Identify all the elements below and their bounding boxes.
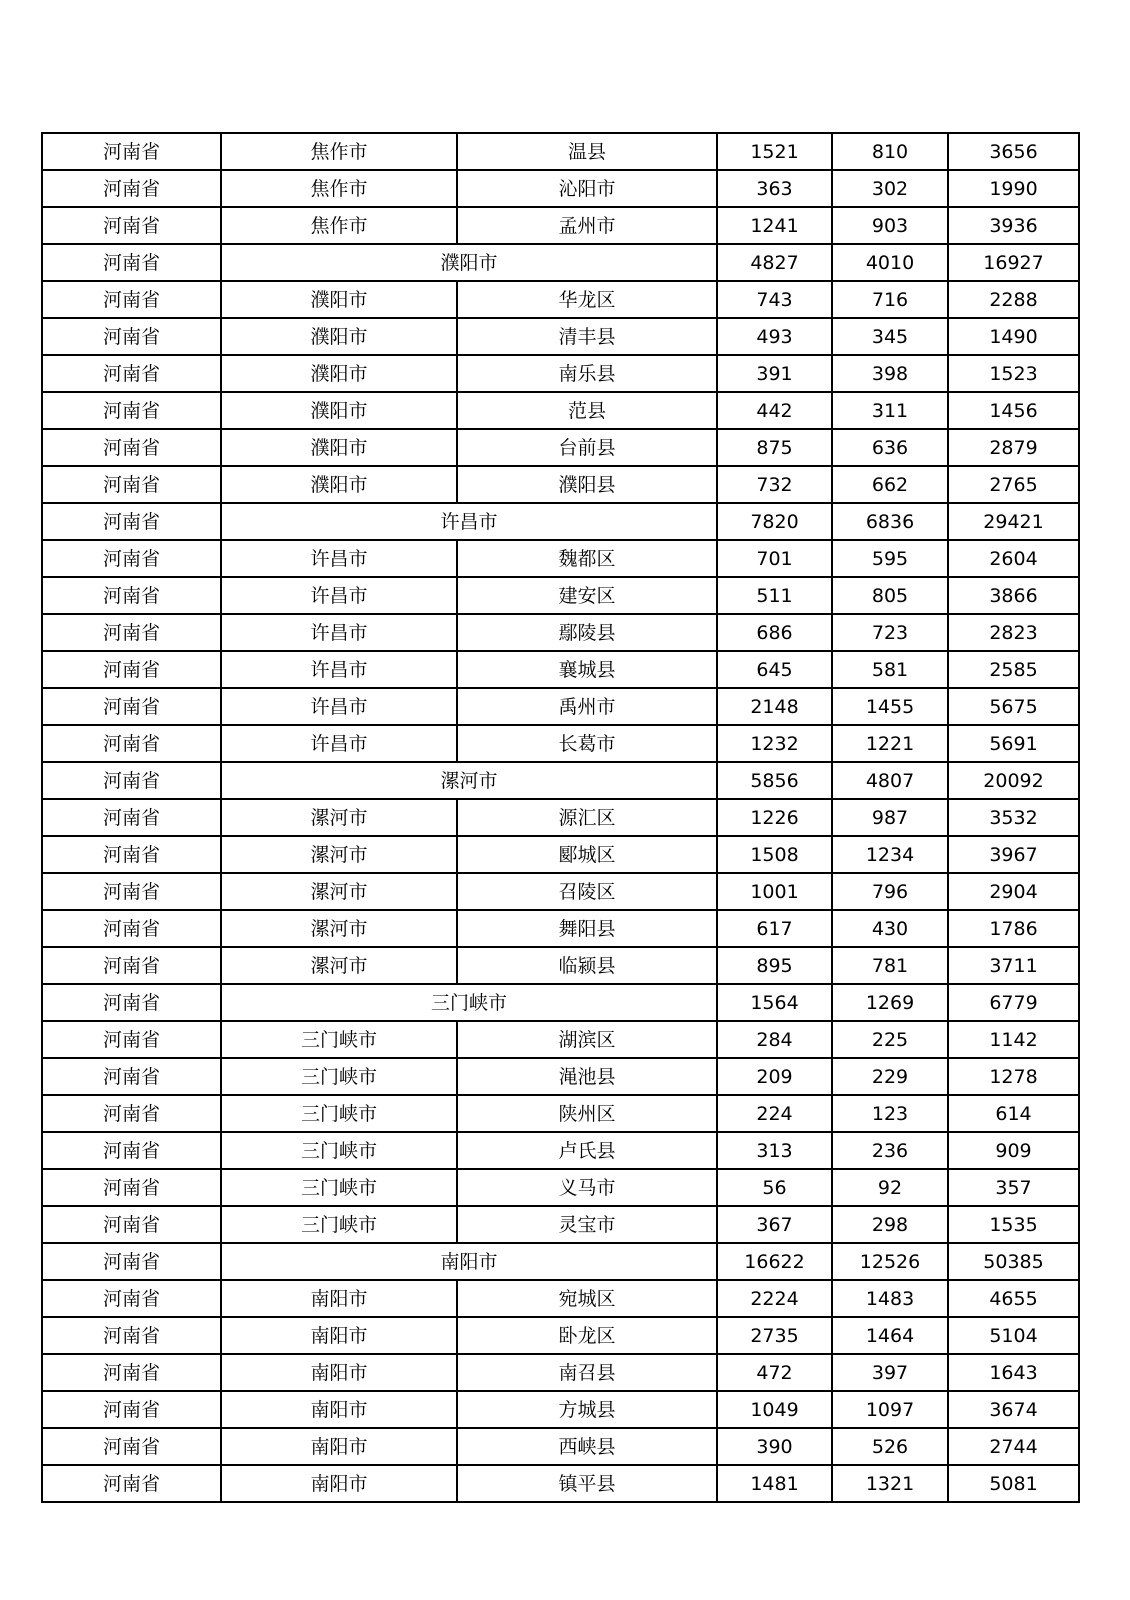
value-cell-3: 29421 (948, 503, 1079, 540)
value-cell-3: 1490 (948, 318, 1079, 355)
value-cell-2: 229 (832, 1058, 948, 1095)
value-cell-3: 20092 (948, 762, 1079, 799)
value-cell-2: 236 (832, 1132, 948, 1169)
value-cell-3: 5675 (948, 688, 1079, 725)
province-cell: 河南省 (42, 1391, 221, 1428)
value-cell-1: 875 (717, 429, 832, 466)
table-row (42, 1354, 1079, 1391)
value-cell-1: 1508 (717, 836, 832, 873)
province-cell: 河南省 (42, 1280, 221, 1317)
province-cell: 河南省 (42, 503, 221, 540)
value-cell-3: 1990 (948, 170, 1079, 207)
value-cell-2: 1483 (832, 1280, 948, 1317)
table-row (42, 1021, 1079, 1058)
value-cell-2: 12526 (832, 1243, 948, 1280)
statistics-table (41, 132, 1080, 1503)
value-cell-1: 1481 (717, 1465, 832, 1502)
table-row (42, 614, 1079, 651)
city-total-cell: 漯河市 (221, 762, 717, 799)
value-cell-3: 2604 (948, 540, 1079, 577)
value-cell-2: 781 (832, 947, 948, 984)
value-cell-3: 2585 (948, 651, 1079, 688)
province-cell: 河南省 (42, 577, 221, 614)
value-cell-1: 284 (717, 1021, 832, 1058)
value-cell-1: 645 (717, 651, 832, 688)
value-cell-2: 1455 (832, 688, 948, 725)
value-cell-1: 472 (717, 1354, 832, 1391)
county-cell: 源汇区 (457, 799, 717, 836)
value-cell-2: 302 (832, 170, 948, 207)
table-row (42, 688, 1079, 725)
city-cell: 漯河市 (221, 910, 457, 947)
county-cell: 召陵区 (457, 873, 717, 910)
value-cell-2: 397 (832, 1354, 948, 1391)
value-cell-3: 1786 (948, 910, 1079, 947)
city-cell: 三门峡市 (221, 1021, 457, 1058)
table-row (42, 1391, 1079, 1428)
value-cell-3: 2879 (948, 429, 1079, 466)
value-cell-3: 1142 (948, 1021, 1079, 1058)
table-row (42, 1465, 1079, 1502)
value-cell-1: 1001 (717, 873, 832, 910)
value-cell-1: 1241 (717, 207, 832, 244)
county-cell: 孟州市 (457, 207, 717, 244)
province-cell: 河南省 (42, 1206, 221, 1243)
value-cell-1: 2148 (717, 688, 832, 725)
table-row (42, 281, 1079, 318)
value-cell-3: 4655 (948, 1280, 1079, 1317)
county-cell: 襄城县 (457, 651, 717, 688)
table-row (42, 1428, 1079, 1465)
table-row (42, 133, 1079, 170)
province-cell: 河南省 (42, 1354, 221, 1391)
city-total-cell: 三门峡市 (221, 984, 717, 1021)
value-cell-1: 732 (717, 466, 832, 503)
value-cell-3: 3711 (948, 947, 1079, 984)
value-cell-2: 1221 (832, 725, 948, 762)
table-row (42, 170, 1079, 207)
value-cell-2: 1234 (832, 836, 948, 873)
value-cell-1: 442 (717, 392, 832, 429)
city-cell: 濮阳市 (221, 318, 457, 355)
city-cell: 三门峡市 (221, 1169, 457, 1206)
city-cell: 濮阳市 (221, 281, 457, 318)
value-cell-2: 345 (832, 318, 948, 355)
city-summary-row (42, 984, 1079, 1021)
value-cell-1: 391 (717, 355, 832, 392)
value-cell-3: 2823 (948, 614, 1079, 651)
city-cell: 濮阳市 (221, 466, 457, 503)
value-cell-3: 5081 (948, 1465, 1079, 1502)
table-row (42, 318, 1079, 355)
province-cell: 河南省 (42, 466, 221, 503)
value-cell-3: 1535 (948, 1206, 1079, 1243)
value-cell-3: 357 (948, 1169, 1079, 1206)
value-cell-3: 3936 (948, 207, 1079, 244)
table-row (42, 207, 1079, 244)
table-row (42, 1058, 1079, 1095)
value-cell-3: 50385 (948, 1243, 1079, 1280)
city-total-cell: 许昌市 (221, 503, 717, 540)
value-cell-1: 511 (717, 577, 832, 614)
value-cell-2: 723 (832, 614, 948, 651)
value-cell-2: 662 (832, 466, 948, 503)
city-cell: 南阳市 (221, 1280, 457, 1317)
value-cell-1: 313 (717, 1132, 832, 1169)
city-cell: 焦作市 (221, 133, 457, 170)
city-cell: 濮阳市 (221, 429, 457, 466)
city-cell: 三门峡市 (221, 1058, 457, 1095)
value-cell-1: 16622 (717, 1243, 832, 1280)
county-cell: 陕州区 (457, 1095, 717, 1132)
table-row (42, 429, 1079, 466)
city-cell: 南阳市 (221, 1428, 457, 1465)
value-cell-1: 363 (717, 170, 832, 207)
table-row (42, 392, 1079, 429)
county-cell: 渑池县 (457, 1058, 717, 1095)
province-cell: 河南省 (42, 207, 221, 244)
county-cell: 宛城区 (457, 1280, 717, 1317)
province-cell: 河南省 (42, 873, 221, 910)
value-cell-2: 92 (832, 1169, 948, 1206)
value-cell-1: 686 (717, 614, 832, 651)
province-cell: 河南省 (42, 725, 221, 762)
city-total-cell: 南阳市 (221, 1243, 717, 1280)
province-cell: 河南省 (42, 836, 221, 873)
value-cell-1: 209 (717, 1058, 832, 1095)
city-summary-row (42, 244, 1079, 281)
city-cell: 南阳市 (221, 1391, 457, 1428)
county-cell: 灵宝市 (457, 1206, 717, 1243)
city-cell: 漯河市 (221, 873, 457, 910)
province-cell: 河南省 (42, 1169, 221, 1206)
value-cell-3: 16927 (948, 244, 1079, 281)
value-cell-2: 4807 (832, 762, 948, 799)
county-cell: 温县 (457, 133, 717, 170)
city-cell: 三门峡市 (221, 1095, 457, 1132)
value-cell-3: 5104 (948, 1317, 1079, 1354)
table-row (42, 947, 1079, 984)
county-cell: 西峡县 (457, 1428, 717, 1465)
city-cell: 南阳市 (221, 1317, 457, 1354)
table-row (42, 577, 1079, 614)
province-cell: 河南省 (42, 947, 221, 984)
value-cell-2: 581 (832, 651, 948, 688)
province-cell: 河南省 (42, 910, 221, 947)
province-cell: 河南省 (42, 1465, 221, 1502)
city-cell: 许昌市 (221, 688, 457, 725)
table-row (42, 725, 1079, 762)
city-cell: 许昌市 (221, 725, 457, 762)
county-cell: 郾城区 (457, 836, 717, 873)
table-row (42, 540, 1079, 577)
value-cell-3: 3866 (948, 577, 1079, 614)
value-cell-3: 3967 (948, 836, 1079, 873)
value-cell-3: 614 (948, 1095, 1079, 1132)
county-cell: 建安区 (457, 577, 717, 614)
value-cell-2: 123 (832, 1095, 948, 1132)
province-cell: 河南省 (42, 133, 221, 170)
table-row (42, 1317, 1079, 1354)
province-cell: 河南省 (42, 355, 221, 392)
city-cell: 许昌市 (221, 614, 457, 651)
value-cell-2: 6836 (832, 503, 948, 540)
table-row (42, 466, 1079, 503)
city-summary-row (42, 762, 1079, 799)
province-cell: 河南省 (42, 540, 221, 577)
value-cell-3: 2744 (948, 1428, 1079, 1465)
county-cell: 方城县 (457, 1391, 717, 1428)
city-cell: 许昌市 (221, 651, 457, 688)
county-cell: 镇平县 (457, 1465, 717, 1502)
value-cell-3: 1456 (948, 392, 1079, 429)
value-cell-3: 2765 (948, 466, 1079, 503)
county-cell: 南召县 (457, 1354, 717, 1391)
value-cell-3: 3674 (948, 1391, 1079, 1428)
table-row (42, 651, 1079, 688)
city-cell: 三门峡市 (221, 1206, 457, 1243)
value-cell-1: 1564 (717, 984, 832, 1021)
city-cell: 南阳市 (221, 1354, 457, 1391)
city-cell: 许昌市 (221, 577, 457, 614)
value-cell-1: 701 (717, 540, 832, 577)
table-row (42, 799, 1079, 836)
value-cell-2: 398 (832, 355, 948, 392)
city-cell: 漯河市 (221, 836, 457, 873)
county-cell: 台前县 (457, 429, 717, 466)
value-cell-3: 909 (948, 1132, 1079, 1169)
value-cell-2: 1464 (832, 1317, 948, 1354)
county-cell: 魏都区 (457, 540, 717, 577)
county-cell: 长葛市 (457, 725, 717, 762)
value-cell-3: 2904 (948, 873, 1079, 910)
table-row (42, 910, 1079, 947)
city-cell: 南阳市 (221, 1465, 457, 1502)
value-cell-1: 367 (717, 1206, 832, 1243)
city-summary-row (42, 1243, 1079, 1280)
table-row (42, 1169, 1079, 1206)
county-cell: 义马市 (457, 1169, 717, 1206)
value-cell-3: 1278 (948, 1058, 1079, 1095)
county-cell: 禹州市 (457, 688, 717, 725)
county-cell: 沁阳市 (457, 170, 717, 207)
province-cell: 河南省 (42, 318, 221, 355)
value-cell-1: 390 (717, 1428, 832, 1465)
county-cell: 湖滨区 (457, 1021, 717, 1058)
province-cell: 河南省 (42, 984, 221, 1021)
province-cell: 河南省 (42, 1021, 221, 1058)
province-cell: 河南省 (42, 799, 221, 836)
province-cell: 河南省 (42, 1243, 221, 1280)
county-cell: 舞阳县 (457, 910, 717, 947)
province-cell: 河南省 (42, 651, 221, 688)
province-cell: 河南省 (42, 170, 221, 207)
value-cell-2: 796 (832, 873, 948, 910)
county-cell: 濮阳县 (457, 466, 717, 503)
table-row (42, 355, 1079, 392)
value-cell-3: 3656 (948, 133, 1079, 170)
province-cell: 河南省 (42, 1132, 221, 1169)
value-cell-3: 3532 (948, 799, 1079, 836)
value-cell-1: 895 (717, 947, 832, 984)
value-cell-3: 5691 (948, 725, 1079, 762)
value-cell-1: 743 (717, 281, 832, 318)
value-cell-1: 1226 (717, 799, 832, 836)
province-cell: 河南省 (42, 688, 221, 725)
province-cell: 河南省 (42, 614, 221, 651)
value-cell-1: 1521 (717, 133, 832, 170)
value-cell-1: 2224 (717, 1280, 832, 1317)
value-cell-1: 4827 (717, 244, 832, 281)
county-cell: 卧龙区 (457, 1317, 717, 1354)
value-cell-2: 987 (832, 799, 948, 836)
county-cell: 南乐县 (457, 355, 717, 392)
city-summary-row (42, 503, 1079, 540)
value-cell-1: 617 (717, 910, 832, 947)
value-cell-3: 2288 (948, 281, 1079, 318)
value-cell-2: 595 (832, 540, 948, 577)
value-cell-3: 1523 (948, 355, 1079, 392)
city-cell: 焦作市 (221, 170, 457, 207)
value-cell-2: 311 (832, 392, 948, 429)
value-cell-2: 430 (832, 910, 948, 947)
value-cell-1: 1232 (717, 725, 832, 762)
value-cell-2: 1321 (832, 1465, 948, 1502)
province-cell: 河南省 (42, 762, 221, 799)
county-cell: 卢氏县 (457, 1132, 717, 1169)
city-cell: 濮阳市 (221, 392, 457, 429)
table-row (42, 1280, 1079, 1317)
province-cell: 河南省 (42, 281, 221, 318)
value-cell-1: 493 (717, 318, 832, 355)
value-cell-2: 4010 (832, 244, 948, 281)
province-cell: 河南省 (42, 1428, 221, 1465)
value-cell-2: 298 (832, 1206, 948, 1243)
city-cell: 漯河市 (221, 799, 457, 836)
city-cell: 三门峡市 (221, 1132, 457, 1169)
table-row (42, 836, 1079, 873)
county-cell: 华龙区 (457, 281, 717, 318)
value-cell-3: 6779 (948, 984, 1079, 1021)
value-cell-2: 810 (832, 133, 948, 170)
value-cell-1: 2735 (717, 1317, 832, 1354)
value-cell-2: 526 (832, 1428, 948, 1465)
value-cell-2: 805 (832, 577, 948, 614)
value-cell-1: 224 (717, 1095, 832, 1132)
province-cell: 河南省 (42, 392, 221, 429)
value-cell-2: 903 (832, 207, 948, 244)
table-row (42, 873, 1079, 910)
city-cell: 濮阳市 (221, 355, 457, 392)
value-cell-1: 5856 (717, 762, 832, 799)
county-cell: 临颍县 (457, 947, 717, 984)
value-cell-1: 56 (717, 1169, 832, 1206)
province-cell: 河南省 (42, 1317, 221, 1354)
table-row (42, 1095, 1079, 1132)
value-cell-2: 225 (832, 1021, 948, 1058)
province-cell: 河南省 (42, 244, 221, 281)
county-cell: 清丰县 (457, 318, 717, 355)
value-cell-2: 1269 (832, 984, 948, 1021)
province-cell: 河南省 (42, 1058, 221, 1095)
value-cell-2: 1097 (832, 1391, 948, 1428)
value-cell-2: 716 (832, 281, 948, 318)
value-cell-3: 1643 (948, 1354, 1079, 1391)
city-cell: 漯河市 (221, 947, 457, 984)
table-row (42, 1206, 1079, 1243)
province-cell: 河南省 (42, 1095, 221, 1132)
county-cell: 鄢陵县 (457, 614, 717, 651)
table-row (42, 1132, 1079, 1169)
province-cell: 河南省 (42, 429, 221, 466)
value-cell-2: 636 (832, 429, 948, 466)
county-cell: 范县 (457, 392, 717, 429)
value-cell-1: 7820 (717, 503, 832, 540)
city-cell: 焦作市 (221, 207, 457, 244)
city-cell: 许昌市 (221, 540, 457, 577)
city-total-cell: 濮阳市 (221, 244, 717, 281)
table-body (42, 133, 1079, 1502)
value-cell-1: 1049 (717, 1391, 832, 1428)
